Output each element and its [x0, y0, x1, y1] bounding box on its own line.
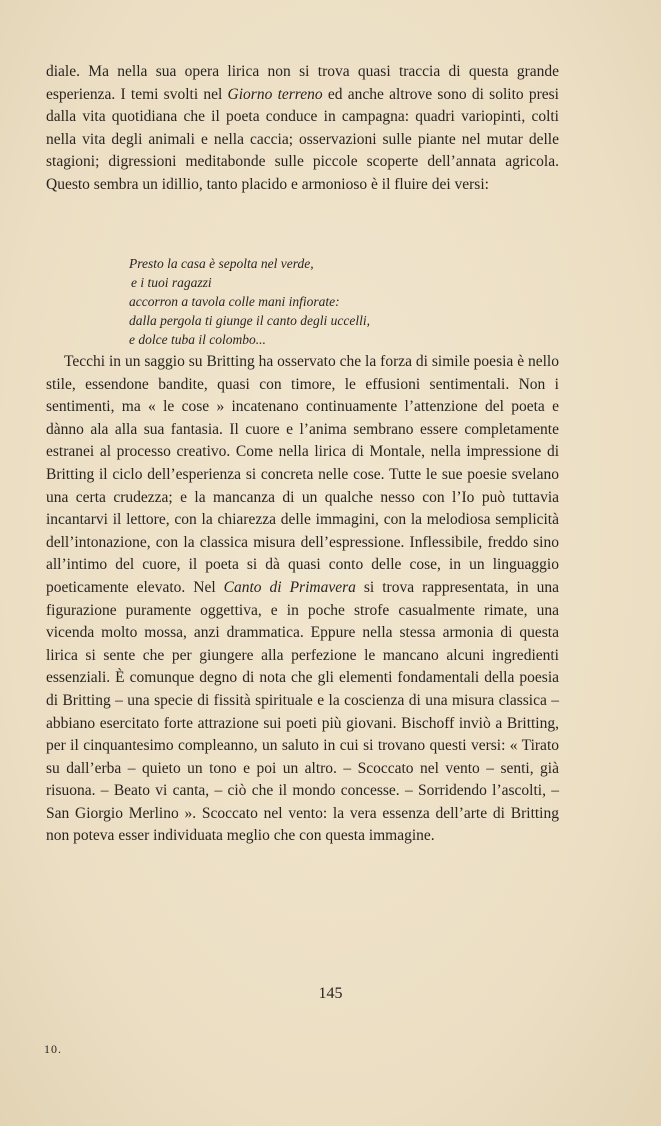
- paragraph-1-part-2: ed anche altrove sono di solito presi dalla vita quotidiana che il poeta conduce in campagna: quadri variopinti, colti nella vita degli animali e nella caccia; osservazioni sulle piante nel mutar delle stagioni; digressioni meditabonde sulle piccole scoperte dell’annata agricola. Questo sembra un idillio, tanto placido e armonioso è il fluire dei versi:: [46, 85, 559, 193]
- page-number: 145: [318, 985, 343, 1002]
- paragraph-2: [46, 351, 559, 848]
- poem-line: dalla pergola ti giunge il canto degli uccelli,: [129, 313, 370, 328]
- title-giorno-terreno: Giorno terreno: [227, 85, 323, 103]
- signature-mark: 10.: [44, 1042, 62, 1056]
- paragraph-2-part-1: Tecchi in un saggio su Britting ha osservato che la forza di simile poesia è nello stile, essendone bandite, quasi con timore, le effusioni sentimentali. Non i sentimenti, ma « le cose » incatenano continuamente l’attenzione del poeta e dànno ala alla sua fantasia. Il cuore e l’anima sembrano essere completamente estranei al processo creativo. Come nella lirica di Montale, nella impressione di Britting il ciclo dell’esperienza si concreta nelle cose. Tutte le sue poesie svelano una certa crudezza; e la mancanza di un qualche nesso con l’Io può tuttavia incantarvi il lettore, con la chiarezza delle immagini, con la melodiosa semplicità dell’intonazione, con la classica misura dell’espressione. Inflessibile, freddo sino all’intimo del cuore, il poeta si dà quasi conto delle cose, in un linguaggio poeticamente elevato. Nel: [46, 353, 559, 596]
- paragraph-2-part-2: si trova rappresentata, in una figurazione puramente oggettiva, e in poche strofe casualmente rimate, una vicenda molto mossa, anzi drammatica. Eppure nella stessa armonia di questa lirica si sente che per giungere alla perfezione le mancano alcuni ingredienti essenziali. È comunque degno di nota che gli elementi fondamentali della poesia di Britting – una specie di fissità spirituale e la coscienza di una misura classica – abbiano esercitato forte attrazione sui poeti più giovani. Bischoff inviò a Britting, per il cinquantesimo compleanno, un saluto in cui si trovano questi versi: « Tirato su dall’erba – quieto un tono e poi un altro. – Scoccato nel vento – senti, già risuona. – Beato vi canta, – ciò che il mondo concesse. – Sorridendo l’ascolti, – San Giorgio Merlino ». Scoccato nel vento: la vera essenza dell’arte di Britting non poteva esser individuata meglio che con questa immagine.: [46, 578, 559, 845]
- poem-quote: [129, 254, 370, 349]
- paragraph-1-part-1: diale. Ma nella sua opera lirica non si trova quasi traccia di questa grande esperienza. I temi svolti nel: [46, 63, 559, 103]
- paragraph-1: [46, 61, 559, 197]
- poem-line: e i tuoi ragazzi: [131, 275, 212, 290]
- poem-line: Presto la casa è sepolta nel verde,: [129, 256, 314, 271]
- poem-line: e dolce tuba il colombo...: [129, 332, 266, 347]
- poem-line: accorron a tavola colle mani infiorate:: [129, 294, 340, 309]
- title-canto-di-primavera: Canto di Primavera: [223, 578, 356, 596]
